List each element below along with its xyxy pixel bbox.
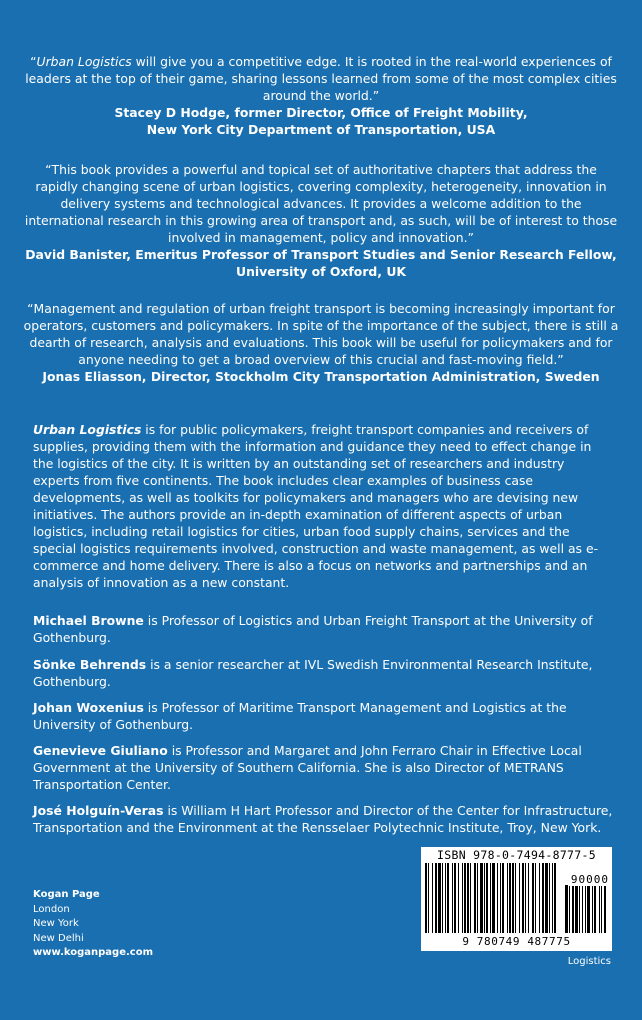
publisher-block (33, 888, 153, 961)
addon-bar (572, 885, 574, 933)
barcode-bar (447, 863, 449, 933)
quote-attribution: David Banister, Emeritus Professor of Transport Studies and Senior Research Fellow, (25, 247, 617, 262)
addon-bar (579, 885, 580, 933)
barcode-bar (535, 863, 536, 933)
barcode-bar (539, 863, 540, 933)
barcode-bar (438, 863, 441, 933)
barcode-bar (502, 863, 504, 933)
barcode-bar (542, 863, 544, 933)
addon-bar (569, 885, 570, 933)
addon-bar (585, 885, 586, 933)
barcode-bar (458, 863, 459, 933)
addon-bar (565, 885, 568, 933)
author-name: Johan Woxenius (33, 700, 144, 715)
quote-text: “This book provides a powerful and topical set of authoritative chapters that address the rapidly changing scene of urban logistics, covering complexity, heterogeneity, innovation in delivery systems and technological advances. It provides a welcome addition to the international research in this growing area of transport and, as such, will be of interest to those involved in management, policy and innovation.” (24, 162, 618, 245)
quote-text: “Urban Logistics will give you a competitive edge. It is rooted in the real-world experiences of leaders at the top of their game, sharing lessons learned from some of the most complex cities around the world.” (25, 54, 617, 103)
publisher-city: New Delhi (33, 932, 84, 944)
addon-bar (599, 885, 600, 933)
quote-attribution: Stacey D Hodge, former Director, Office of Freight Mobility, (114, 105, 528, 120)
barcode-bar (522, 863, 524, 933)
barcode-bar (435, 863, 437, 933)
barcode-bar (480, 863, 483, 933)
barcode-bar (532, 863, 534, 933)
addon-bar (587, 885, 590, 933)
addon-bar (582, 885, 583, 933)
bio-behrends (33, 656, 613, 690)
quote-banister (22, 161, 620, 280)
bio-giuliano (33, 742, 613, 793)
publisher-city: London (33, 903, 70, 915)
barcode-bar (492, 863, 495, 933)
barcode-bar (425, 863, 427, 933)
author-bio: is a senior researcher at IVL Swedish Environmental Research Institute, Gothenburg. (33, 657, 593, 689)
publisher-name: Kogan Page (33, 889, 100, 900)
barcode-bar (497, 863, 498, 933)
barcode-bar (509, 863, 511, 933)
barcode-bar (452, 863, 453, 933)
barcode-bar (525, 863, 526, 933)
quote-attribution-org: New York City Department of Transportation, USA (146, 122, 496, 137)
barcode-bar (486, 863, 488, 933)
quote-attribution-org: University of Oxford, UK (236, 264, 406, 279)
book-title: Urban Logistics (33, 422, 142, 437)
author-bio: is Professor of Maritime Transport Management and Logistics at the University of Gothenburg. (33, 700, 567, 732)
author-name: Michael Browne (33, 613, 144, 628)
author-name: Sönke Behrends (33, 657, 147, 672)
barcode-bar (445, 863, 446, 933)
bio-holguin-veras (33, 802, 613, 836)
barcode-bar (528, 863, 529, 933)
barcode-bar (507, 863, 508, 933)
barcode-bar (470, 863, 471, 933)
addon-bar (592, 885, 593, 933)
quote-eliasson (22, 300, 620, 385)
author-name: Genevieve Giuliano (33, 743, 168, 758)
author-bio: is William H Hart Professor and Director of the Center for Infrastructure, Transportation and the Environment at the Rensselaer Polytechnic Institute, Troy, New York. (33, 803, 613, 835)
quote-text: “Management and regulation of urban freight transport is becoming increasingly important for operators, customers and policymakers. In spite of the importance of the subject, there is still a dearth of research, analysis and evaluations. This book will be useful for policymakers and for anyone needing to get a broad overview of this crucial and fast-moving field.” (23, 301, 619, 367)
barcode-bar (552, 863, 553, 933)
barcode-bar (515, 863, 516, 933)
barcode-bar (549, 863, 550, 933)
author-bio: is Professor of Logistics and Urban Freight Transport at the University of Gothenburg. (33, 613, 593, 645)
barcode-bar (490, 863, 491, 933)
publisher-website: www.koganpage.com (33, 947, 154, 958)
barcode-bar (554, 863, 556, 933)
isbn-barcode (421, 847, 612, 951)
barcode-bar (464, 863, 466, 933)
description-text: is for public policymakers, freight transport companies and receivers of supplies, providing them with the information and guidance they need to effect change in the logistics of the city. It is written by an outstanding set of researchers and industry experts from five continents. The book includes clear examples of business case developments, as well as toolkits for policymakers and managers who are devising new initiatives. The authors provide an in-depth examination of different aspects of urban logistics, including retail logistics for cities, urban food supply chains, services and the special logistics requirements involved, construction and waste management, as well as e-commerce and home delivery. There is also a focus on networks and partnerships and an analysis of innovation as a new constant. (33, 422, 599, 590)
category-label: Logistics (567, 956, 611, 967)
barcode-bar (519, 863, 520, 933)
bio-woxenius (33, 699, 613, 733)
addon-bar (575, 885, 578, 933)
author-bio: is Professor and Margaret and John Ferraro Chair in Effective Local Government at the University of Southern California. She is also Director of METRANS Transportation Center. (33, 743, 582, 792)
barcode-digits: 9 780749 487775 (462, 935, 571, 948)
barcode-bar (432, 863, 433, 933)
addon-bar (604, 885, 606, 933)
barcode-bar (454, 863, 456, 933)
addon-bar (594, 885, 596, 933)
barcode-bar (500, 863, 501, 933)
book-description (33, 421, 613, 591)
barcode-bar (477, 863, 478, 933)
quote-attribution: Jonas Eliasson, Director, Stockholm City Transportation Administration, Sweden (42, 369, 600, 384)
barcode-bar (467, 863, 469, 933)
isbn-label: ISBN 978-0-7494-8777-5 (437, 848, 596, 862)
price-code: 90000 (570, 873, 609, 886)
publisher-city: New York (33, 918, 79, 929)
quote-hodge (22, 53, 620, 138)
barcode-bar (442, 863, 443, 933)
book-title-italic: Urban Logistics (36, 54, 132, 69)
barcode-bar (512, 863, 514, 933)
barcode-bar (462, 863, 463, 933)
barcode-bar (428, 863, 429, 933)
barcode-bar (545, 863, 548, 933)
addon-bar (601, 885, 602, 933)
bio-browne (33, 612, 613, 646)
barcode-bar (484, 863, 485, 933)
barcode-bar (474, 863, 476, 933)
author-name: José Holguín-Veras (33, 803, 164, 818)
